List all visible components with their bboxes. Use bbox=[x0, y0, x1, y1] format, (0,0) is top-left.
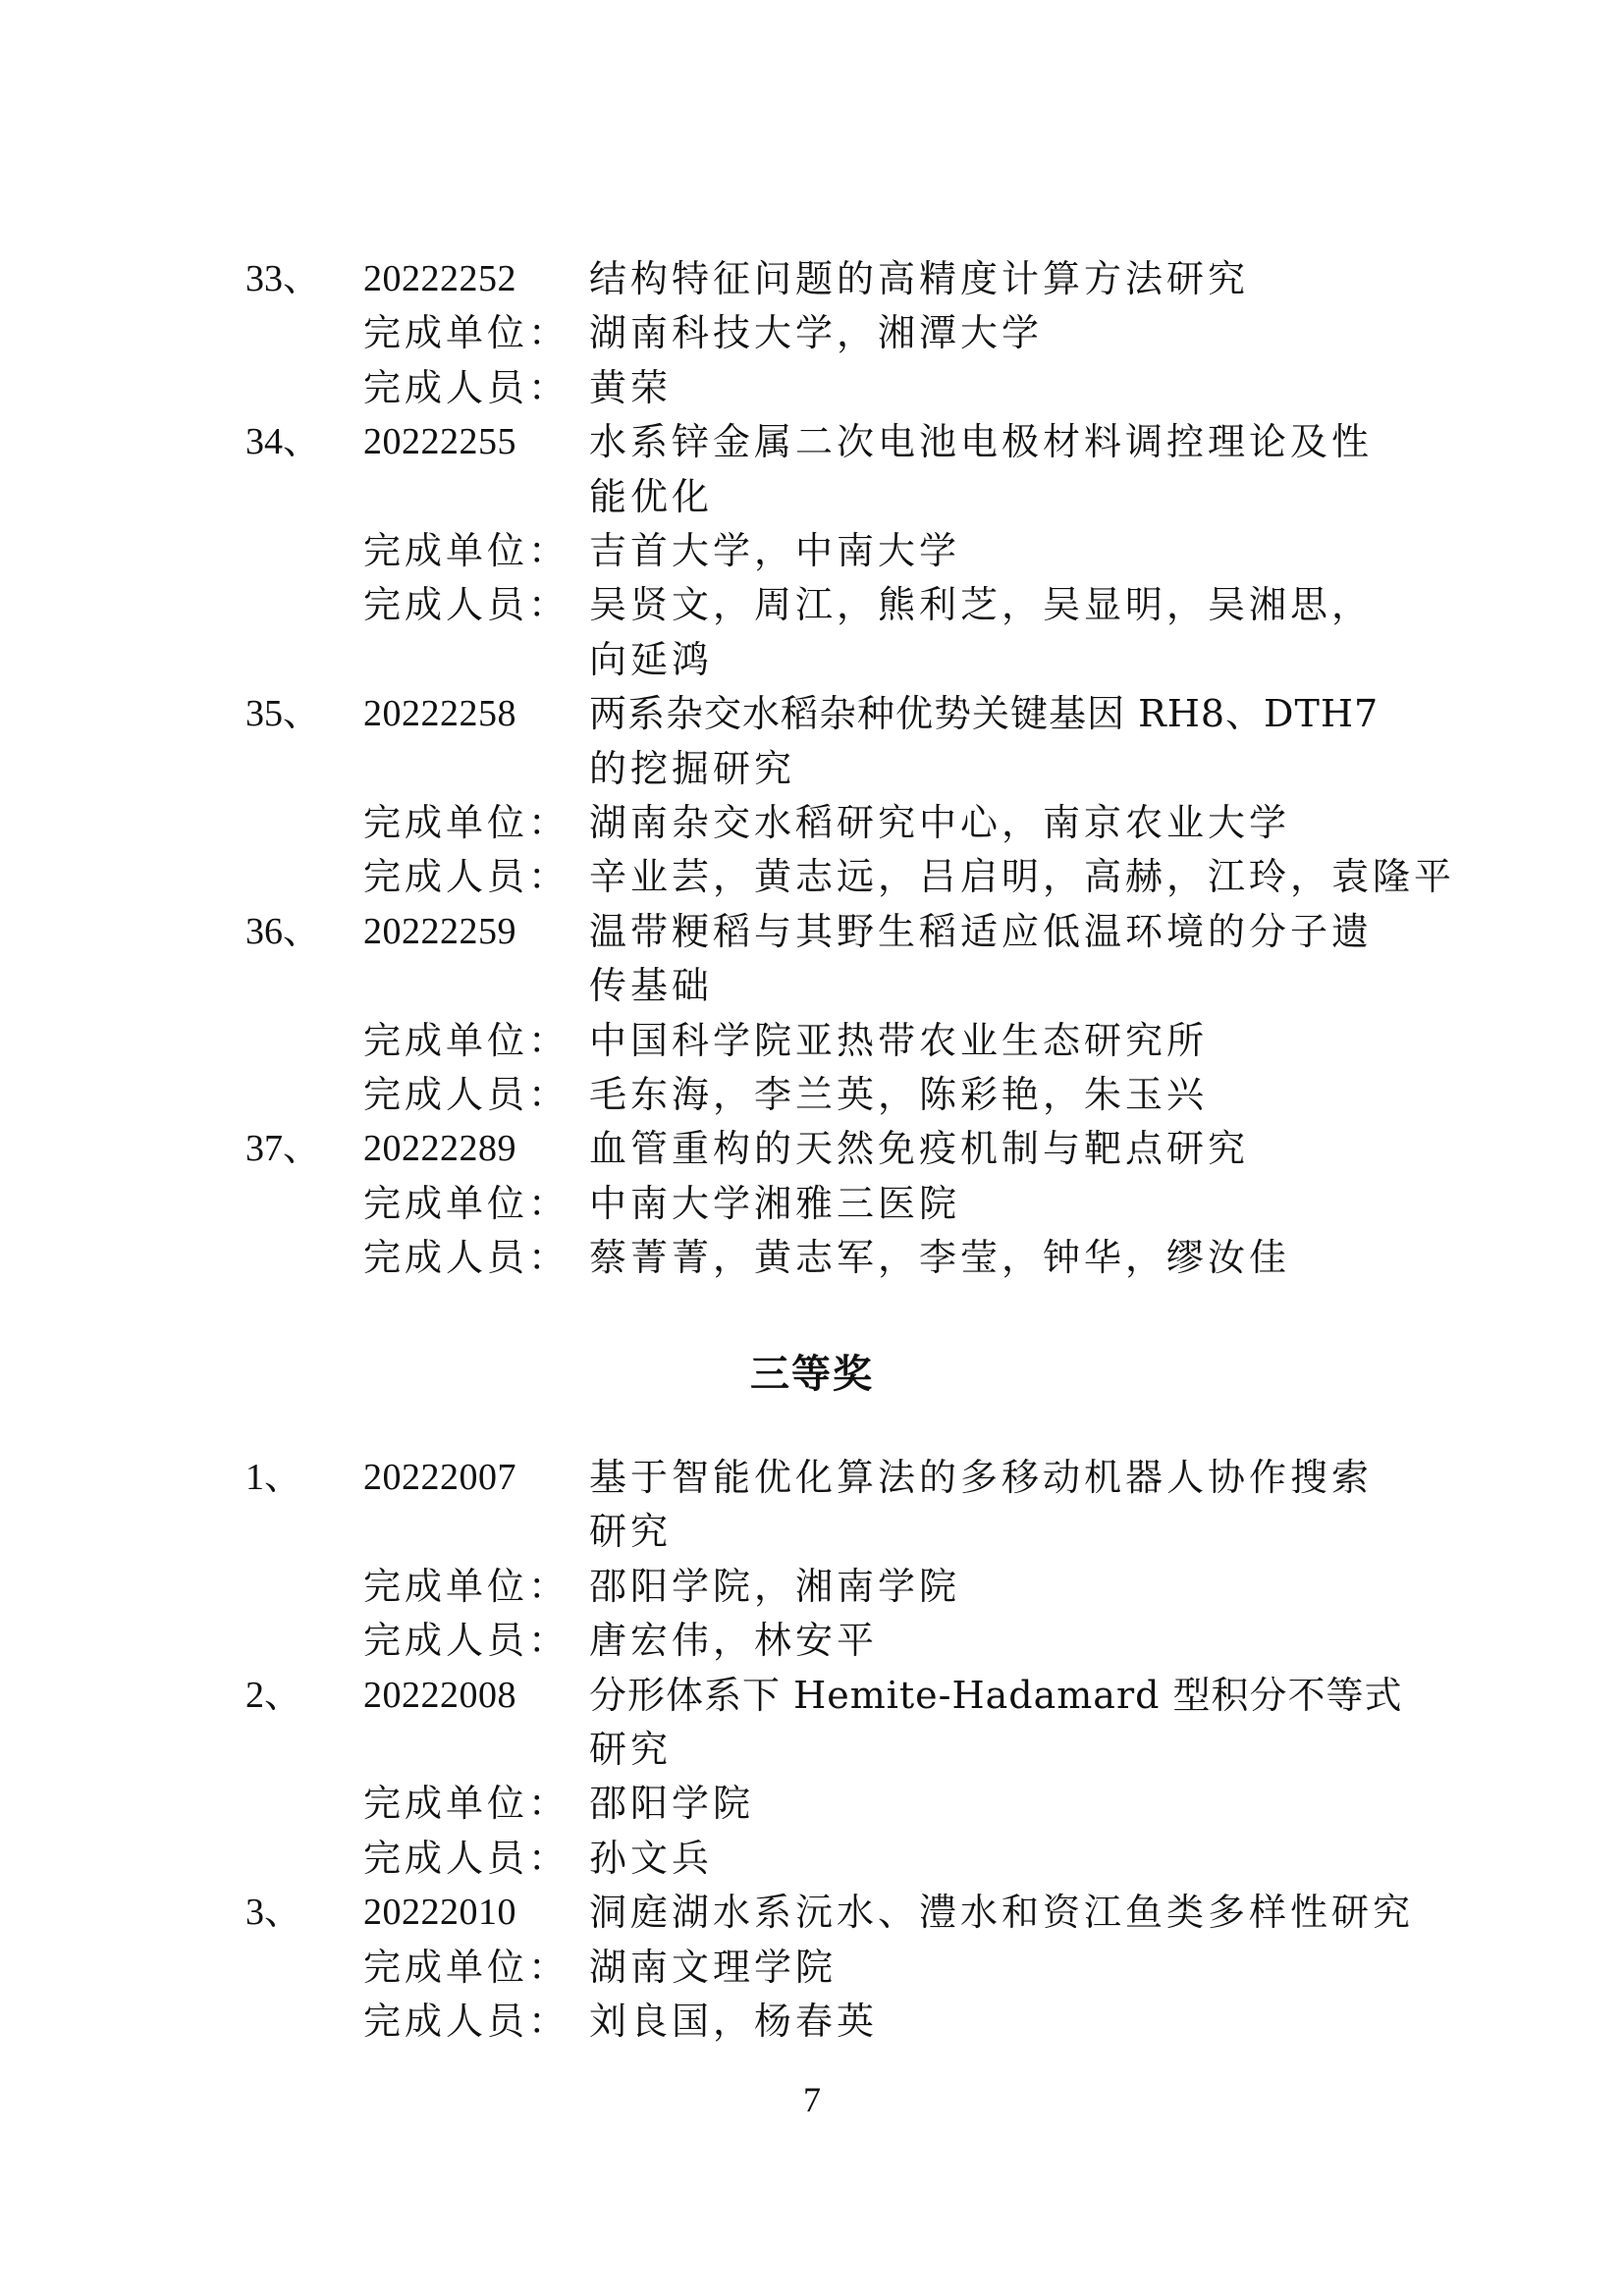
entry-line bbox=[0, 1668, 1624, 1723]
entry-title: 能优化 bbox=[589, 475, 714, 518]
entry-title: 水系锌金属二次电池电极材料调控理论及性 bbox=[589, 420, 1374, 463]
entry-line bbox=[0, 1722, 1624, 1777]
people-value: 蔡菁菁，黄志军，李莹，钟华，缪汝佳 bbox=[589, 1236, 1291, 1279]
entry-line bbox=[0, 1994, 1624, 2049]
entry-line bbox=[0, 360, 1624, 415]
unit-value: 中国科学院亚热带农业生态研究所 bbox=[589, 1019, 1209, 1062]
entry-line bbox=[0, 469, 1624, 524]
unit-label: 完成单位： bbox=[363, 801, 570, 844]
entry-title: 分形体系下 Hemite-Hadamard 型积分不等式 bbox=[589, 1674, 1403, 1717]
entry-number: 37、 bbox=[245, 1128, 321, 1169]
unit-label: 完成单位： bbox=[363, 529, 570, 572]
entry-code: 20222010 bbox=[363, 1892, 516, 1933]
unit-label: 完成单位： bbox=[363, 1946, 570, 1989]
people-value: 唐宏伟，林安平 bbox=[589, 1619, 879, 1662]
entry-code: 20222289 bbox=[363, 1128, 516, 1169]
people-value: 毛东海，李兰英，陈彩艳，朱玉兴 bbox=[589, 1073, 1209, 1116]
entry-line bbox=[0, 849, 1624, 904]
people-label: 完成人员： bbox=[363, 1073, 570, 1116]
unit-label: 完成单位： bbox=[363, 311, 570, 354]
entry-line bbox=[0, 904, 1624, 959]
entry-number: 2、 bbox=[245, 1675, 302, 1716]
entry-code: 20222259 bbox=[363, 911, 516, 952]
people-label: 完成人员： bbox=[363, 1837, 570, 1880]
entry-line bbox=[0, 305, 1624, 360]
entry-line bbox=[0, 741, 1624, 796]
entry-number: 1、 bbox=[245, 1457, 302, 1498]
entry-line bbox=[0, 1831, 1624, 1886]
entry-line bbox=[0, 414, 1624, 469]
entry-code: 20222255 bbox=[363, 421, 516, 462]
people-label: 完成人员： bbox=[363, 2000, 570, 2043]
entry-line bbox=[0, 1450, 1624, 1505]
entry-title: 两系杂交水稻杂种优势关键基因 RH8、DTH7 bbox=[589, 692, 1380, 735]
entry-line bbox=[0, 1176, 1624, 1231]
entry-line bbox=[0, 686, 1624, 741]
entry-line bbox=[0, 1613, 1624, 1668]
unit-value: 中南大学湘雅三医院 bbox=[589, 1182, 961, 1225]
unit-value: 湖南文理学院 bbox=[589, 1946, 838, 1989]
people-label: 完成人员： bbox=[363, 583, 570, 626]
unit-value: 吉首大学，中南大学 bbox=[589, 529, 961, 572]
entry-title: 基于智能优化算法的多移动机器人协作搜索 bbox=[589, 1456, 1374, 1499]
entry-code: 20222252 bbox=[363, 258, 516, 299]
unit-label: 完成单位： bbox=[363, 1182, 570, 1225]
people-value: 黄荣 bbox=[589, 366, 673, 409]
entry-title: 的挖掘研究 bbox=[589, 747, 796, 790]
people-value: 吴贤文，周江，熊利芝，吴显明，吴湘思， bbox=[589, 583, 1374, 626]
entry-number: 3、 bbox=[245, 1892, 302, 1933]
unit-value: 湖南科技大学，湘潭大学 bbox=[589, 311, 1044, 354]
people-label: 完成人员： bbox=[363, 1619, 570, 1662]
entry-title: 温带粳稻与其野生稻适应低温环境的分子遗 bbox=[589, 910, 1374, 953]
entry-number: 35、 bbox=[245, 693, 321, 734]
entry-title: 传基础 bbox=[589, 964, 714, 1007]
entry-code: 20222008 bbox=[363, 1675, 516, 1716]
entry-line bbox=[0, 1559, 1624, 1614]
entry-line bbox=[0, 632, 1624, 687]
entry-line bbox=[0, 1067, 1624, 1122]
entry-line bbox=[0, 1940, 1624, 1995]
entry-number: 33、 bbox=[245, 258, 321, 299]
page-number: 7 bbox=[803, 2080, 821, 2119]
entry-line bbox=[0, 795, 1624, 850]
entry-line bbox=[0, 577, 1624, 632]
entry-title: 结构特征问题的高精度计算方法研究 bbox=[589, 257, 1250, 300]
unit-value: 湖南杂交水稻研究中心，南京农业大学 bbox=[589, 801, 1291, 844]
entry-line bbox=[0, 523, 1624, 578]
entry-line bbox=[0, 1230, 1624, 1285]
people-label: 完成人员： bbox=[363, 1236, 570, 1279]
unit-value: 邵阳学院，湘南学院 bbox=[589, 1565, 961, 1608]
unit-label: 完成单位： bbox=[363, 1019, 570, 1062]
entry-title: 血管重构的天然免疫机制与靶点研究 bbox=[589, 1127, 1250, 1170]
unit-label: 完成单位： bbox=[363, 1782, 570, 1825]
people-value: 向延鸿 bbox=[589, 638, 714, 681]
entry-line bbox=[0, 1504, 1624, 1559]
entry-line bbox=[0, 1885, 1624, 1940]
entry-number: 34、 bbox=[245, 421, 321, 462]
entry-line bbox=[0, 1776, 1624, 1831]
entry-title: 洞庭湖水系沅水、澧水和资江鱼类多样性研究 bbox=[589, 1891, 1415, 1934]
entry-line bbox=[0, 1121, 1624, 1176]
people-value: 刘良国，杨春英 bbox=[589, 2000, 879, 2043]
entry-title: 研究 bbox=[589, 1510, 673, 1553]
people-label: 完成人员： bbox=[363, 366, 570, 409]
people-value: 孙文兵 bbox=[589, 1837, 714, 1880]
entry-line bbox=[0, 1013, 1624, 1068]
entry-code: 20222258 bbox=[363, 693, 516, 734]
people-value: 辛业芸，黄志远，吕启明，高赫，江玲，袁隆平 bbox=[589, 855, 1456, 898]
unit-label: 完成单位： bbox=[363, 1565, 570, 1608]
unit-value: 邵阳学院 bbox=[589, 1782, 755, 1825]
entry-number: 36、 bbox=[245, 911, 321, 952]
section-title: 三等奖 bbox=[750, 1351, 874, 1397]
entry-title: 研究 bbox=[589, 1728, 673, 1771]
people-label: 完成人员： bbox=[363, 855, 570, 898]
entry-line bbox=[0, 251, 1624, 306]
entry-line bbox=[0, 958, 1624, 1013]
entry-code: 20222007 bbox=[363, 1457, 516, 1498]
